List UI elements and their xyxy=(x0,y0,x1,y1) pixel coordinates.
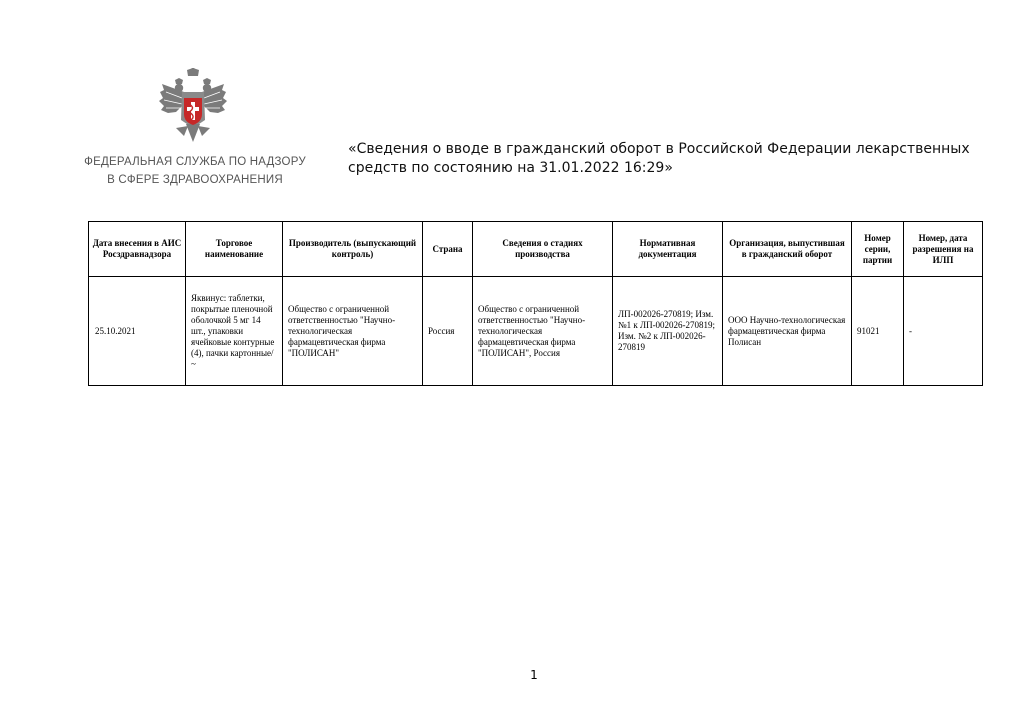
header-trade-name: Торговое наименование xyxy=(186,222,283,277)
cell-documentation: ЛП-002026-270819; Изм. №1 к ЛП-002026-270819; Изм. №2 к ЛП-002026-270819 xyxy=(613,277,723,386)
cell-permit: - xyxy=(904,277,983,386)
header-organization: Организация, выпустившая в гражданский оборот xyxy=(723,222,852,277)
header-country: Страна xyxy=(423,222,473,277)
registry-table xyxy=(88,221,983,386)
cell-batch: 91021 xyxy=(852,277,904,386)
header-documentation: Нормативная документация xyxy=(613,222,723,277)
cell-production-stages: Общество с ограниченной ответственностью "Научно-технологическая фармацевтическая фирма "ПОЛИСАН", Россия xyxy=(473,277,613,386)
table-header-row xyxy=(89,222,983,277)
organization-name-line2: В СФЕРЕ ЗДРАВООХРАНЕНИЯ xyxy=(107,174,283,186)
document-title-line1: «Сведения о вводе в гражданский оборот в Российской Федерации лекарственных xyxy=(348,141,970,157)
document-title-line2: средств по состоянию на 31.01.2022 16:29» xyxy=(348,160,673,176)
header-production-stages: Сведения о стадиях производства xyxy=(473,222,613,277)
roszdravnadzor-emblem-icon xyxy=(158,68,228,146)
cell-date: 25.10.2021 xyxy=(89,277,186,386)
document-title xyxy=(348,140,988,178)
header-batch: Номер серии, партии xyxy=(852,222,904,277)
organization-name xyxy=(82,153,308,189)
cell-organization: ООО Научно-технологическая фармацевтическая фирма Полисан xyxy=(723,277,852,386)
header-date: Дата внесения в АИС Росздравнадзора xyxy=(89,222,186,277)
cell-trade-name: Яквинус: таблетки, покрытые пленочной оболочкой 5 мг 14 шт., упаковки ячейковые контурные (4), пачки картонные/ ~ xyxy=(186,277,283,386)
cell-manufacturer: Общество с ограниченной ответственностью "Научно-технологическая фармацевтическая фирма "ПОЛИСАН" xyxy=(283,277,423,386)
table-row xyxy=(89,277,983,386)
cell-country: Россия xyxy=(423,277,473,386)
header-manufacturer: Производитель (выпускающий контроль) xyxy=(283,222,423,277)
page-number: 1 xyxy=(530,668,538,682)
organization-name-line1: ФЕДЕРАЛЬНАЯ СЛУЖБА ПО НАДЗОРУ xyxy=(84,156,306,168)
header-permit: Номер, дата разрешения на ИЛП xyxy=(904,222,983,277)
